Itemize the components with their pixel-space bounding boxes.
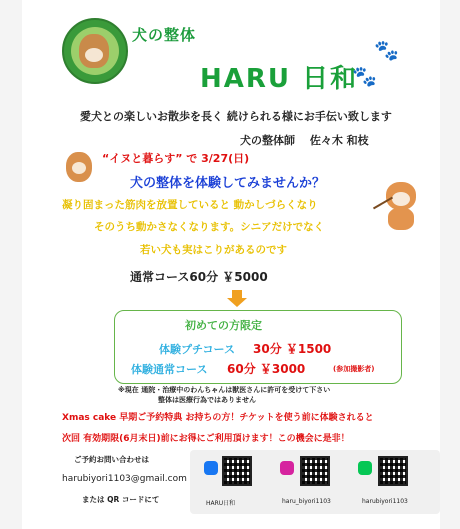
xmas-line: 次回 有効期限(6月末日)前にお得にご利用頂けます！この機会に是非！: [62, 434, 350, 444]
facebook-icon[interactable]: [204, 460, 218, 479]
normal-label: 体験通常コース: [131, 363, 208, 376]
contact-label: ご予約お問い合わせは: [74, 455, 149, 464]
line-icon[interactable]: [358, 460, 372, 479]
trial-label: 体験プチコース: [159, 343, 236, 356]
paw-icon: 🐾: [374, 38, 399, 62]
normal-price: 60分 ￥3000: [227, 362, 306, 376]
xmas-line: Xmas cake 早期ご予約特典 お持ちの方！チケットを使う前に体験されると: [62, 413, 374, 423]
subtitle: 犬の整体: [132, 26, 197, 44]
social-name: harubiyori1103: [362, 498, 408, 505]
dog-illustration-icon: [62, 148, 96, 188]
social-panel: [190, 450, 440, 514]
offer-heading: 初めての方限定: [185, 319, 262, 332]
normal-note: (参加撮影者): [333, 365, 375, 373]
qr-code-facebook: [222, 456, 252, 486]
event-title: “イヌと暮らす” で 3/27(日): [102, 152, 250, 165]
event-headline: 犬の整体を体験してみませんか？: [130, 176, 326, 191]
logo: [62, 18, 128, 84]
regular-course: 通常コース60分 ￥5000: [130, 270, 268, 284]
dog-face-icon: [85, 48, 103, 62]
note-line: 整体は医療行為ではありません: [158, 396, 256, 404]
body-line: 若い犬も実はこりがあるのです: [140, 244, 287, 256]
qr-code-line: [378, 456, 408, 486]
offer-box: [114, 310, 402, 384]
note-line: ※現在 通院・治療中のわんちゃんは獣医さんに許可を受けて下さい: [118, 386, 331, 394]
instagram-icon[interactable]: [280, 460, 294, 479]
contact-email[interactable]: harubiyori1103@gmail.com: [62, 474, 187, 484]
social-name: haru_biyori1103: [282, 498, 331, 505]
intro-line: 愛犬との楽しいお散歩を長く 続けられる様にお手伝い致します: [80, 110, 392, 123]
qr-code-instagram: [300, 456, 330, 486]
trial-price: 30分 ￥1500: [253, 342, 332, 356]
body-line: 凝り固まった筋肉を放置していると 動かしづらくなり: [62, 199, 318, 211]
flyer-sheet: [22, 0, 440, 529]
arrow-down-icon: [227, 290, 247, 307]
author: 犬の整体師 佐々木 和枝: [240, 134, 369, 147]
paw-icon: 🐾: [352, 64, 377, 88]
qr-note: または QR コードにて: [82, 495, 160, 504]
body-line: そのうち動かさなくなります。シニアだけでなく: [94, 221, 325, 233]
page-title: HARU 日和: [200, 64, 359, 94]
social-name: HARU日和: [206, 500, 236, 507]
dog-teacher-illustration-icon: [372, 178, 428, 234]
